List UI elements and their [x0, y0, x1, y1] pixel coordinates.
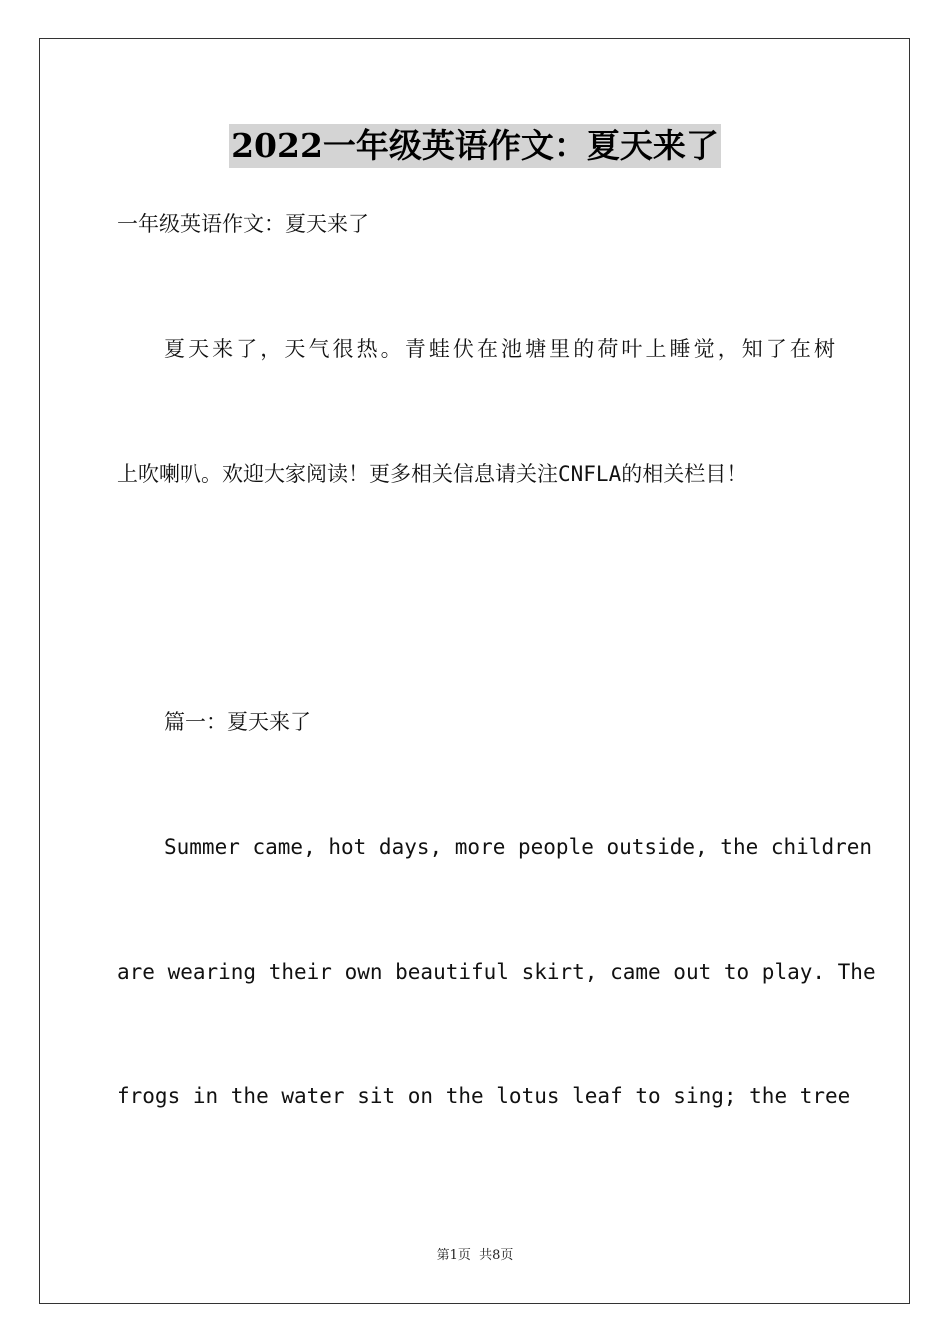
document-title: 2022一年级英语作文：夏天来了	[229, 124, 721, 168]
section-heading: 篇一：夏天来了	[164, 710, 311, 734]
page-indicator: 第1页 共8页	[436, 1248, 514, 1263]
intro-paragraph-line-1: 夏天来了，天气很热。青蛙伏在池塘里的荷叶上睡觉，知了在树	[164, 337, 835, 361]
body-paragraph-line-1: Summer came, hot days, more people outside, the children	[164, 835, 873, 859]
document-subtitle: 一年级英语作文：夏天来了	[117, 212, 369, 236]
intro-paragraph-line-2: 上吹喇叭。欢迎大家阅读！更多相关信息请关注CNFLA的相关栏目！	[117, 462, 748, 486]
body-paragraph-line-2: are wearing their own beautiful skirt, came out to play. The	[117, 960, 876, 984]
title-container	[0, 124, 950, 168]
body-paragraph-line-3: frogs in the water sit on the lotus leaf to sing; the tree	[117, 1084, 851, 1108]
